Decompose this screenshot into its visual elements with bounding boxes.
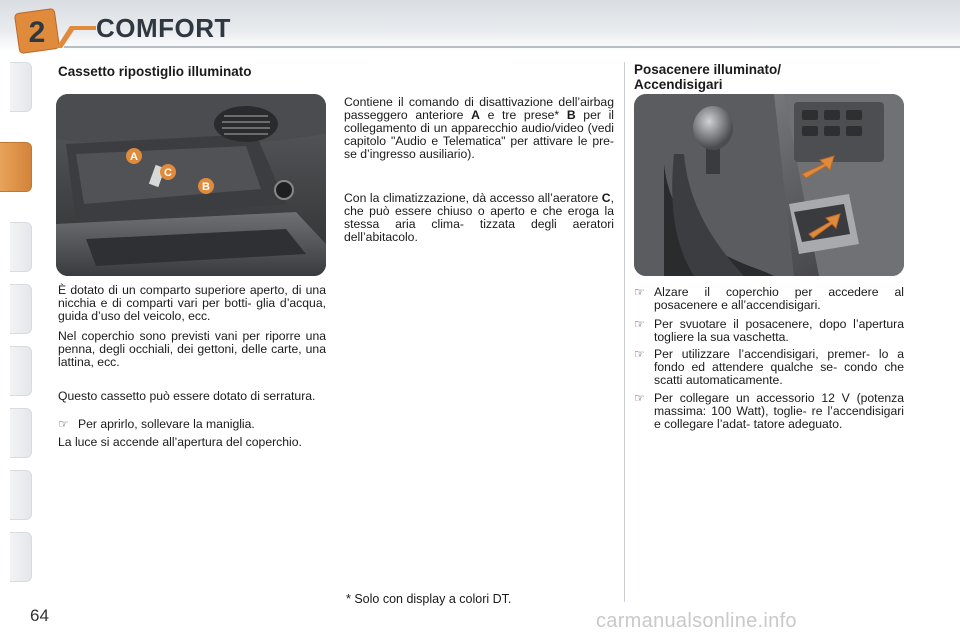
pointing-hand-icon: ☞ [58, 417, 69, 431]
ashtray-bullet-3-text: Per utilizzare l’accendisigari, premer- lo a fondo ed attendere qualche se- condo che scatti automaticamente. [654, 347, 904, 387]
vent-text-1: Con la climatizzazione, dà accesso all’aeratore [344, 191, 602, 205]
column-divider [624, 62, 625, 602]
ref-c: C [601, 191, 611, 205]
chapter-tab-6[interactable] [10, 408, 32, 458]
page-number: 64 [30, 606, 49, 625]
features-text-2: e tre prese* [479, 108, 567, 122]
features-text-1: Contiene il comando di disattivazione dell’airbag passeggero anteriore [344, 95, 614, 122]
pointing-hand-icon: ☞ [634, 391, 645, 405]
glovebox-photo [56, 94, 326, 276]
ref-a: A [471, 108, 480, 122]
chapter-tab-5[interactable] [10, 346, 32, 396]
ashtray-bullet-4 [634, 392, 904, 431]
chapter-tab-7[interactable] [10, 470, 32, 520]
chapter-tab-4[interactable] [10, 284, 32, 334]
ashtray-bullet-2-text: Per svuotare il posacenere, dopo l’apertura togliere la sua vaschetta. [654, 317, 904, 344]
glovebox-para-1: È dotato di un comparto superiore aperto, di una nicchia e di comparti vari per botti- glia d’acqua, guida d’uso del veicolo, ecc. [58, 283, 326, 323]
watermark: carmanualsonline.info [596, 610, 797, 632]
ashtray-title-line-2: Accendisigari [634, 77, 723, 92]
chapter-badge [14, 8, 60, 54]
ashtray-bullet-1-text: Alzare il coperchio per accedere al posacenere e all’accendisigari. [654, 285, 904, 312]
ashtray-title-line-1: Posacenere illuminato/ [634, 62, 782, 77]
glovebox-para-3: Questo cassetto può essere dotato di serratura. [58, 389, 316, 403]
chapter-number: 2 [28, 16, 46, 49]
ref-b: B [566, 108, 576, 122]
glovebox-para-2: Nel coperchio sono previsti vani per riporre una penna, degli occhiali, dei gettoni, delle carte, una lattina, ecc. [58, 329, 326, 369]
callout-b: B [202, 181, 210, 193]
glovebox-title: Cassetto ripostiglio illuminato [58, 64, 252, 79]
chapter-tab-3[interactable] [10, 222, 32, 272]
glovebox-features-para [344, 96, 614, 161]
ashtray-bullet-4-text: Per collegare un accessorio 12 V (potenza massima: 100 Watt), toglie- re l’accendisigari e collegare l’adat- tatore adeguato. [654, 391, 904, 431]
header-arrow-shape [56, 22, 96, 48]
header-rule [64, 46, 960, 48]
glovebox-bullet-1-text: Per aprirlo, sollevare la maniglia. [78, 417, 255, 431]
glovebox-bullet-1 [58, 418, 326, 431]
features-text-3: per il collegamento di un apparecchio audio/video (vedi capitolo "Audio e Telematica" per attivare le pre- se d’ingresso ausiliario). [344, 108, 614, 161]
callout-c: C [164, 167, 172, 179]
pointing-hand-icon: ☞ [634, 317, 645, 331]
chapter-title: COMFORT [96, 13, 231, 43]
ashtray-bullet-3 [634, 348, 904, 387]
ashtray-bullet-2 [634, 318, 904, 344]
air-vent-para [344, 192, 614, 244]
pointing-hand-icon: ☞ [634, 285, 645, 299]
chapter-tab-8[interactable] [10, 532, 32, 582]
chapter-tab-2-active[interactable] [0, 142, 32, 192]
ashtray-bullet-1 [634, 286, 904, 312]
chapter-tab-1[interactable] [10, 62, 32, 112]
ashtray-title [634, 62, 781, 92]
glovebox-para-4: La luce si accende all’apertura del coperchio. [58, 435, 302, 449]
chapter-tabs [0, 62, 36, 582]
pointing-hand-icon: ☞ [634, 347, 645, 361]
ashtray-photo [634, 94, 904, 276]
vent-text-2: , che può essere chiuso o aperto e che eroga la stessa aria clima- tizzata degli aeratori dell’abitacolo. [344, 191, 614, 244]
callout-a: A [130, 151, 138, 163]
footnote: * Solo con display a colori DT. [346, 592, 512, 606]
